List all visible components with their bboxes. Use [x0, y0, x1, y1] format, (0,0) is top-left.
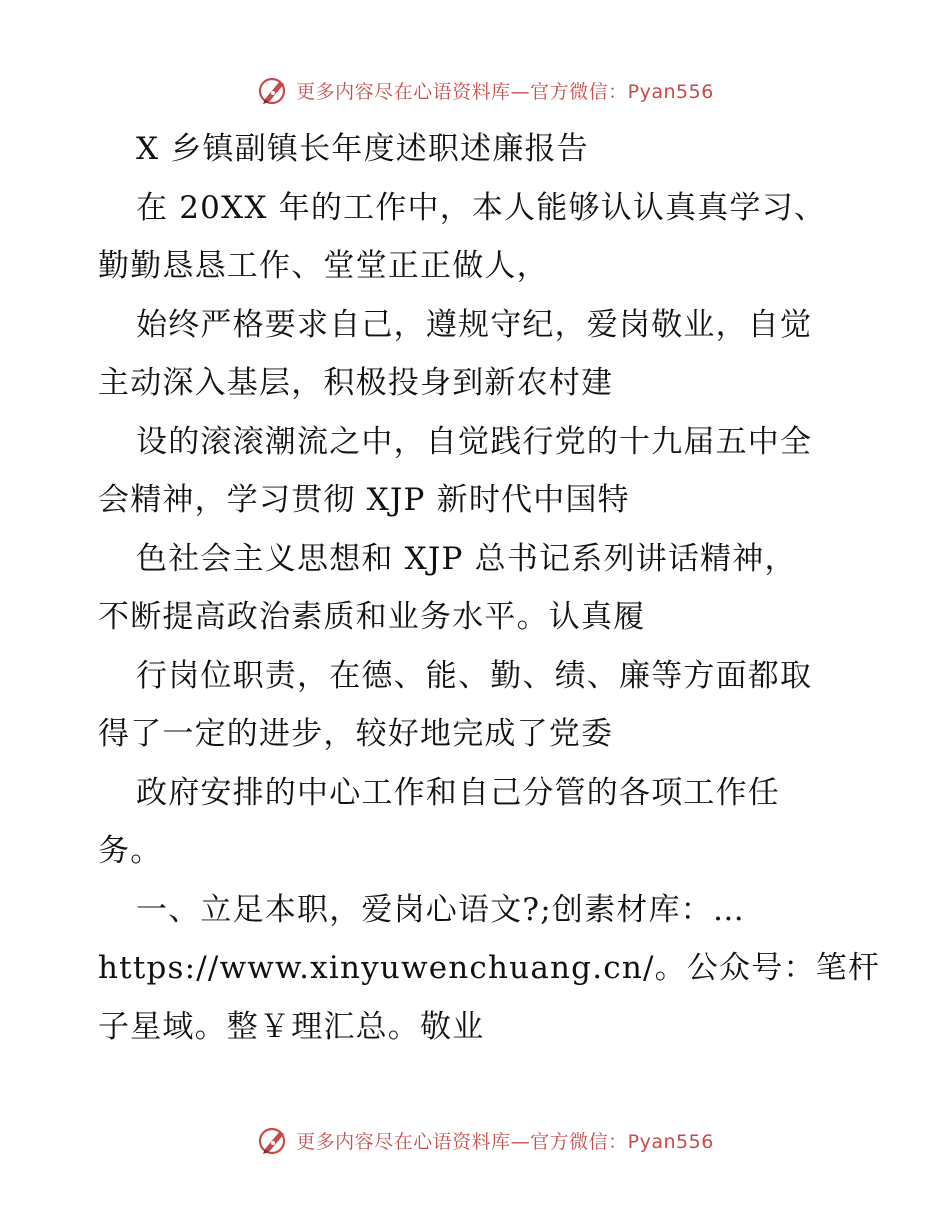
paragraph-line: 设的滚滚潮流之中，自觉践行党的十九届五中全 — [136, 423, 813, 460]
paragraph-line-url: https://www.xinyuwenchuang.cn/。公众号：笔杆 — [98, 950, 881, 986]
watermark-footer — [0, 1120, 950, 1160]
paragraph-line: 子星域。整￥理汇总。敬业 — [98, 1008, 485, 1045]
watermark-label: 更多内容尽在心语资料库—官方微信： — [296, 1130, 628, 1153]
paragraph-line: 色社会主义思想和 XJP 总书记系列讲话精神， — [136, 540, 797, 577]
watermark-header — [0, 70, 950, 110]
paragraph-line: 不断提高政治素质和业务水平。认真履 — [98, 599, 646, 635]
document-title: X 乡镇副镇长年度述职述廉报告 — [136, 131, 589, 167]
watermark-wechat-id: Pyan556 — [627, 80, 714, 103]
paragraph-line: 会精神，学习贯彻 XJP 新时代中国特 — [98, 482, 630, 518]
paragraph-line: 主动深入基层，积极投身到新农村建 — [98, 365, 614, 401]
watermark-group — [256, 1123, 714, 1157]
watermark-text — [296, 77, 714, 104]
paragraph-line: 政府安排的中心工作和自己分管的各项工作任 — [136, 774, 780, 811]
section-heading-line: 一、立足本职，爱岗心语文?;创素材库：… — [136, 891, 746, 928]
paragraph-line: 务。 — [98, 833, 163, 869]
pen-logo-icon — [256, 73, 290, 107]
paragraph-line: 勤勤恳恳工作、堂堂正正做人， — [98, 248, 549, 284]
paragraph-line: 行岗位职责，在德、能、勤、绩、廉等方面都取 — [136, 657, 813, 694]
paragraph-line: 在 20XX 年的工作中，本人能够认认真真学习、 — [136, 189, 827, 226]
watermark-label: 更多内容尽在心语资料库—官方微信： — [296, 80, 628, 103]
paragraph-line: 始终严格要求自己，遵规守纪，爱岗敬业，自觉 — [136, 306, 813, 343]
pen-logo-icon — [256, 1123, 290, 1157]
paragraph-line: 得了一定的进步，较好地完成了党委 — [98, 716, 614, 752]
watermark-wechat-id: Pyan556 — [627, 1130, 714, 1153]
watermark-text — [296, 1127, 714, 1154]
watermark-group — [256, 73, 714, 107]
document-body — [98, 120, 881, 1056]
